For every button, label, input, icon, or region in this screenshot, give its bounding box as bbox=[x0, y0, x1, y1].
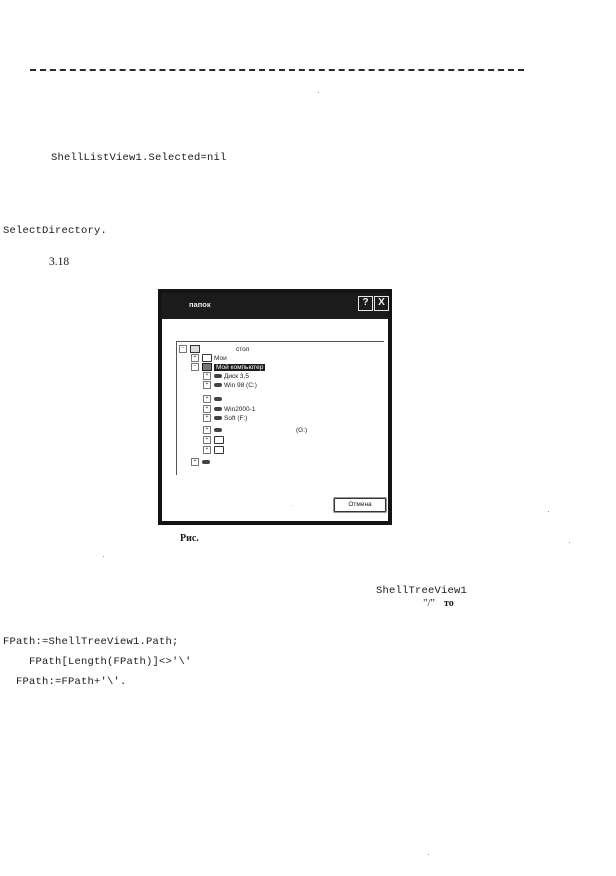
collapse-icon[interactable]: − bbox=[191, 363, 199, 371]
scan-speck bbox=[103, 556, 104, 557]
tree-node-drive-g[interactable]: + (G:) bbox=[203, 426, 307, 435]
drive-icon bbox=[214, 407, 222, 411]
tree-node-drive-d[interactable] bbox=[203, 395, 224, 404]
folder-icon bbox=[202, 354, 212, 362]
dialog-title: папок bbox=[189, 300, 211, 309]
folder-tree[interactable] bbox=[176, 341, 384, 475]
close-button[interactable]: X bbox=[374, 296, 389, 311]
drive-icon bbox=[214, 383, 222, 387]
tree-node-floppy[interactable]: + Диск 3,5 bbox=[203, 372, 249, 381]
quote-slash: "/" bbox=[423, 597, 436, 609]
tree-node-folder-a[interactable] bbox=[203, 436, 226, 445]
scan-speck bbox=[318, 92, 319, 93]
expand-icon[interactable]: + bbox=[203, 405, 211, 413]
collapse-icon[interactable]: − bbox=[179, 345, 187, 353]
floppy-icon bbox=[214, 374, 222, 378]
code-line-selected: ShellListView1.Selected=nil bbox=[51, 152, 227, 164]
expand-icon[interactable]: + bbox=[203, 414, 211, 422]
expand-icon[interactable]: + bbox=[203, 446, 211, 454]
expand-icon[interactable]: + bbox=[203, 372, 211, 380]
expand-icon[interactable]: + bbox=[191, 458, 199, 466]
tree-node-desktop[interactable]: − стол bbox=[179, 345, 249, 354]
code-line-selectdirectory: SelectDirectory. bbox=[3, 225, 108, 237]
tree-node-computer[interactable]: − Мой компьютер bbox=[191, 363, 265, 372]
folder-icon bbox=[214, 446, 224, 454]
expand-icon[interactable]: + bbox=[203, 426, 211, 434]
code-line-fpath: FPath:=ShellTreeView1.Path; bbox=[3, 636, 179, 648]
scan-speck bbox=[548, 511, 549, 512]
drive-icon bbox=[214, 397, 222, 401]
expand-icon[interactable]: + bbox=[203, 436, 211, 444]
desktop-icon bbox=[190, 345, 200, 353]
dialog-client bbox=[162, 319, 388, 521]
expand-icon[interactable]: + bbox=[191, 354, 199, 362]
code-line-condition: FPath[Length(FPath)]<>'\' bbox=[29, 656, 192, 668]
figure-number: 3.18 bbox=[49, 256, 70, 268]
tree-node-folder-b[interactable] bbox=[203, 446, 226, 455]
code-line-append: FPath:=FPath+'\'. bbox=[16, 676, 127, 688]
code-treeview-name: ShellTreeView1 bbox=[376, 585, 468, 597]
word-to: то bbox=[444, 598, 454, 609]
tree-node-win2000[interactable]: + Win2000-1 bbox=[203, 405, 255, 414]
dialog-titlebar bbox=[162, 293, 388, 319]
folder-icon bbox=[214, 436, 224, 444]
tree-node-drive-f[interactable]: + Soft (F:) bbox=[203, 414, 247, 423]
network-icon bbox=[202, 460, 210, 464]
expand-icon[interactable]: + bbox=[203, 381, 211, 389]
tree-node-network[interactable] bbox=[191, 458, 212, 467]
tree-node-documents[interactable]: + Мои bbox=[191, 354, 227, 363]
tree-node-drive-c[interactable]: + Win 98 (C:) bbox=[203, 381, 257, 390]
figure-caption: Рис. bbox=[180, 533, 199, 544]
faint-mark: ·.· bbox=[290, 503, 295, 509]
drive-icon bbox=[214, 416, 222, 420]
computer-icon bbox=[202, 363, 212, 371]
help-button[interactable]: ? bbox=[358, 296, 373, 311]
scan-speck bbox=[428, 854, 429, 855]
cancel-button[interactable]: Отмена bbox=[334, 498, 386, 512]
scan-speck bbox=[569, 542, 570, 543]
expand-icon[interactable]: + bbox=[203, 395, 211, 403]
folder-dialog-figure bbox=[158, 289, 392, 525]
header-rule bbox=[30, 69, 524, 71]
cd-drive-icon bbox=[214, 428, 222, 432]
